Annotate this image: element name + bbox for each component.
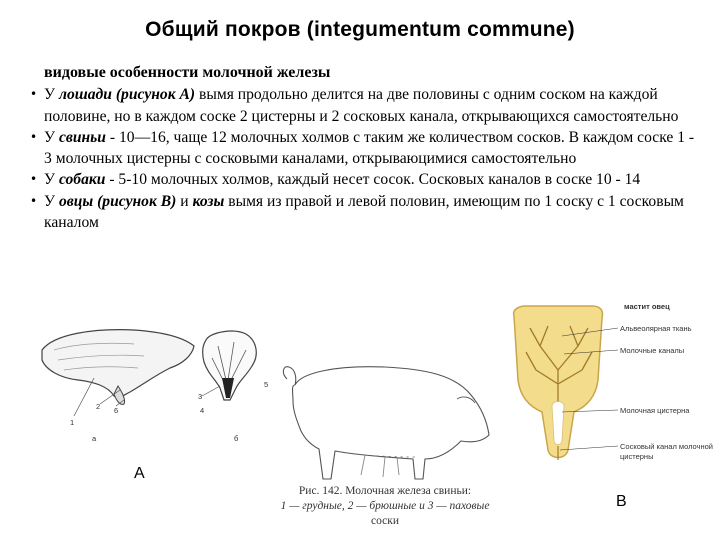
sheep-label-ducts: Молочные каналы (620, 346, 685, 355)
pig-caption-line1: Рис. 142. Молочная железа свиньи: (298, 485, 472, 497)
bullet-dot: • (30, 129, 38, 144)
subheading: видовые особенности молочной железы (44, 64, 331, 81)
bullet-dog (30, 169, 699, 190)
bullet-dot: • (30, 87, 38, 102)
bullet-mid: и (176, 192, 193, 210)
text-body (30, 62, 699, 233)
bullet-emphasis-2: козы (192, 192, 225, 210)
pig-body-outline (283, 367, 489, 479)
pig-caption (270, 484, 500, 529)
section-label-5: 5 (264, 380, 269, 389)
section-label-b: б (234, 434, 239, 443)
pig-caption-line3: соски (371, 515, 399, 527)
label-line (74, 378, 94, 416)
bullet-prefix: У (44, 128, 59, 146)
horse-label-2: 2 (96, 402, 101, 411)
horse-label-6: 6 (114, 406, 119, 415)
bullet-list (30, 84, 699, 233)
sheep-label-teat-canal-1: Сосковый канал молочной (620, 442, 713, 451)
bullet-text: - 5-10 молочных холмов, каждый несет сосок. Сосковых каналов в соске 10 - 14 (105, 171, 641, 189)
bullet-pig (30, 127, 699, 170)
sheep-label-cistern: Молочная цистерна (620, 406, 690, 415)
bullet-emphasis: собаки (58, 171, 106, 189)
bullet-prefix: У (44, 192, 59, 210)
leader-ducts (564, 350, 618, 354)
bullet-horse (30, 84, 699, 127)
bullet-emphasis: лошади (рисунок А) (58, 86, 196, 104)
pig-figure (275, 355, 495, 485)
bullet-dot: • (30, 193, 38, 208)
sheep-label-lines (560, 300, 620, 460)
bullet-sheep-goat (30, 191, 699, 234)
bullet-prefix: У (44, 171, 59, 189)
section-label-3: 3 (198, 392, 203, 401)
figure-a-letter: А (134, 465, 145, 482)
horse-label-1: 1 (70, 418, 75, 427)
horse-udder-drawing (34, 320, 274, 450)
leader-teat-canal (560, 446, 618, 450)
leader-alveolar (562, 328, 618, 336)
sheep-label-top: мастит овец (624, 302, 670, 311)
page-title: Общий покров (integumentum commune) (145, 18, 575, 41)
sheep-label-teat-canal-2: цистерны (620, 452, 654, 461)
section-label-4: 4 (200, 406, 205, 415)
leader-cistern (562, 410, 618, 412)
figure-b-letter: В (616, 493, 627, 510)
bullet-emphasis: свиньи (58, 128, 106, 146)
pig-drawing (275, 355, 495, 485)
bullet-emphasis: овцы (рисунок В) (58, 192, 177, 210)
label-line (202, 386, 220, 396)
bullet-text: вымя из правой и левой половин, имеющим по 1 соску с 1 сосковым каналом (44, 192, 684, 232)
horse-udder-figure (34, 320, 274, 450)
pig-caption-line2: 1 — грудные, 2 — брюшные и 3 — паховые (280, 500, 490, 512)
bullet-prefix: У (44, 86, 59, 104)
pig-legs (361, 455, 399, 477)
sheep-label-alveolar: Альвеолярная ткань (620, 324, 692, 333)
bullet-text: вымя продольно делится на две половины с одним соском на каждой половине, но в каждом соске 2 цистерны и 2 сосковых канала, открывающихся самостоятельно (44, 86, 679, 125)
sheep-label-lines-svg (560, 300, 620, 460)
bullet-dot: • (30, 172, 38, 187)
bullet-text: - 10—16, чаще 12 молочных холмов с таким же количеством сосков. В каждом соске 1 - 3 молочных цистерны с сосковыми каналами, открываюцимися самостоятельно (44, 128, 695, 168)
horse-label-a: а (92, 434, 97, 443)
